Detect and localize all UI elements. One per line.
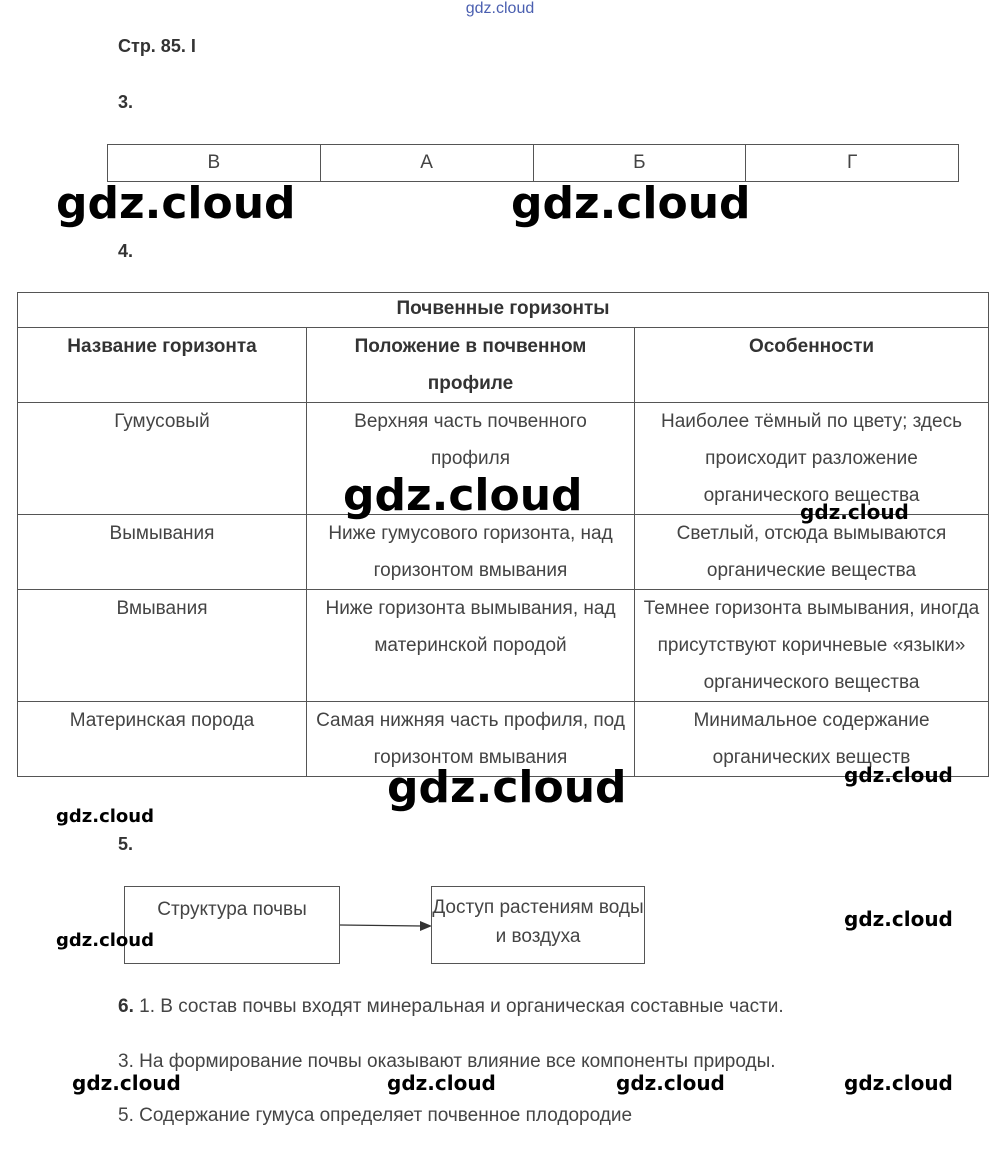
diagram-arrow <box>340 916 432 936</box>
statement-text: 1. В состав почвы входят минеральная и органическая составные части. <box>139 996 784 1017</box>
watermark: gdz.cloud <box>844 907 953 931</box>
watermark: gdz.cloud <box>387 1071 496 1095</box>
answer-cell: Б <box>533 145 746 182</box>
table-cell: Гумусовый <box>18 403 307 515</box>
table-cell: Вмывания <box>18 590 307 702</box>
watermark: gdz.cloud <box>511 178 751 229</box>
watermark: gdz.cloud <box>56 178 296 229</box>
table-cell: Темнее горизонта вымывания, иногда присутствуют коричневые «языки» органического вещества <box>635 590 989 702</box>
question-3-number: 3. <box>118 92 134 112</box>
statement-text: 3. На формирование почвы оказывают влияние все компоненты природы. <box>118 1051 776 1072</box>
diagram-box-plant-access: Доступ растениям воды и воздуха <box>431 886 645 964</box>
table-cell: Ниже горизонта вымывания, над материнской породой <box>307 590 635 702</box>
answer-cell: В <box>108 145 321 182</box>
table-cell: Светлый, отсюда вымываются органические вещества <box>635 515 989 590</box>
watermark: gdz.cloud <box>800 500 909 524</box>
watermark: gdz.cloud <box>844 763 953 787</box>
top-watermark: gdz.cloud <box>465 0 535 17</box>
table-cell: Наиболее тёмный по цвету; здесь происходит разложение органического вещества <box>635 403 989 515</box>
watermark: gdz.cloud <box>72 1071 181 1095</box>
page-reference: Стр. 85. I <box>118 36 196 56</box>
table-cell: Самая нижняя часть профиля, под горизонтом вмывания <box>307 702 635 777</box>
question-6-number: 6. <box>118 996 134 1017</box>
table-cell: Ниже гумусового горизонта, над горизонтом вмывания <box>307 515 635 590</box>
watermark: gdz.cloud <box>343 470 583 521</box>
question-5-number: 5. <box>118 834 134 854</box>
watermark: gdz.cloud <box>387 762 627 813</box>
soil-horizons-table <box>17 292 989 777</box>
watermark: gdz.cloud <box>56 806 154 827</box>
table-cell: Верхняя часть почвенного профиля <box>307 403 635 515</box>
column-header: Название горизонта <box>18 328 307 403</box>
watermark: gdz.cloud <box>56 930 154 951</box>
table-cell: Вымывания <box>18 515 307 590</box>
statement-line <box>118 996 784 1018</box>
answer-cell: Г <box>746 145 959 182</box>
table-cell: Материнская порода <box>18 702 307 777</box>
table-row <box>18 515 989 590</box>
table-cell: Минимальное содержание органических веществ <box>635 702 989 777</box>
table-row <box>18 590 989 702</box>
column-header: Особенности <box>635 328 989 403</box>
question-3-answer-table <box>107 144 959 182</box>
column-header: Положение в почвенном профиле <box>307 328 635 403</box>
question-4-number: 4. <box>118 241 134 261</box>
answer-cell: А <box>320 145 533 182</box>
table-title: Почвенные горизонты <box>18 293 989 328</box>
diagram-box-soil-structure: Структура почвы <box>124 886 340 964</box>
statement-text: 5. Содержание гумуса определяет почвенное плодородие <box>118 1105 633 1126</box>
watermark: gdz.cloud <box>844 1071 953 1095</box>
watermark: gdz.cloud <box>616 1071 725 1095</box>
